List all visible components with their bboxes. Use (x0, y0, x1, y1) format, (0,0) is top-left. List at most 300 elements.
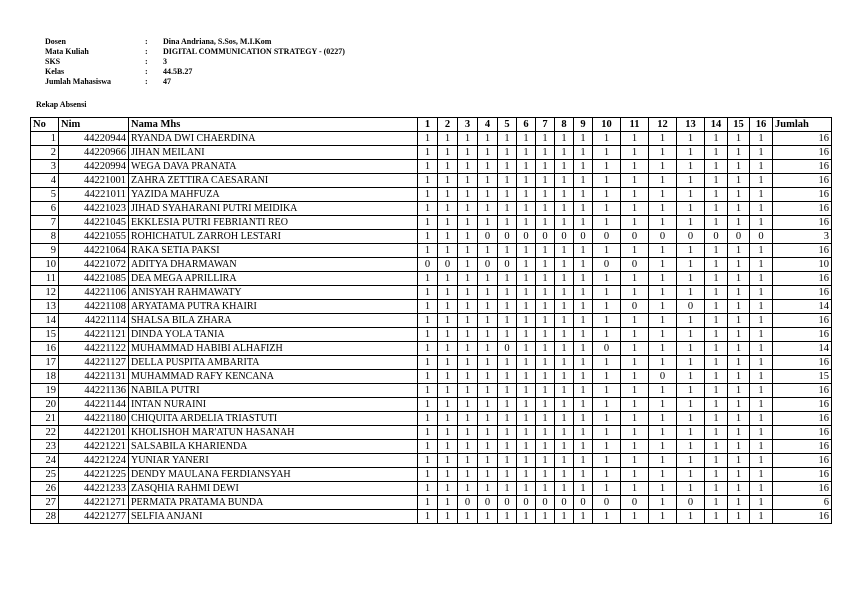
session-attendance: 1 (478, 216, 498, 230)
session-attendance: 1 (555, 510, 574, 524)
session-attendance: 1 (517, 146, 536, 160)
session-attendance: 0 (478, 258, 498, 272)
session-attendance: 1 (478, 342, 498, 356)
session-attendance: 1 (438, 132, 458, 146)
session-attendance: 1 (649, 286, 677, 300)
student-name: YAZIDA MAHFUZA (129, 188, 418, 202)
session-attendance: 1 (458, 188, 478, 202)
session-attendance: 1 (750, 258, 773, 272)
session-attendance: 1 (574, 132, 593, 146)
sks-value: 3 (163, 57, 167, 66)
session-attendance: 1 (574, 384, 593, 398)
session-attendance: 1 (458, 202, 478, 216)
session-attendance: 1 (728, 398, 750, 412)
session-attendance: 0 (498, 496, 517, 510)
attendance-total: 16 (773, 244, 832, 258)
session-attendance: 1 (621, 174, 649, 188)
column-header: 16 (750, 118, 773, 132)
session-attendance: 1 (750, 174, 773, 188)
session-attendance: 1 (498, 188, 517, 202)
session-attendance: 1 (418, 174, 438, 188)
column-header: Nim (59, 118, 129, 132)
session-attendance: 1 (750, 384, 773, 398)
session-attendance: 1 (705, 160, 728, 174)
session-attendance: 1 (621, 314, 649, 328)
student-name: ARYATAMA PUTRA KHAIRI (129, 300, 418, 314)
session-attendance: 1 (498, 328, 517, 342)
session-attendance: 1 (649, 132, 677, 146)
student-nim: 44221233 (59, 482, 129, 496)
session-attendance: 1 (593, 272, 621, 286)
session-attendance: 1 (458, 146, 478, 160)
session-attendance: 1 (478, 300, 498, 314)
session-attendance: 1 (498, 454, 517, 468)
session-attendance: 1 (438, 440, 458, 454)
attendance-total: 16 (773, 440, 832, 454)
session-attendance: 1 (728, 468, 750, 482)
session-attendance: 1 (574, 174, 593, 188)
session-attendance: 1 (649, 202, 677, 216)
session-attendance: 1 (517, 202, 536, 216)
attendance-total: 3 (773, 230, 832, 244)
column-header: 13 (677, 118, 705, 132)
session-attendance: 1 (555, 160, 574, 174)
session-attendance: 1 (458, 482, 478, 496)
attendance-total: 16 (773, 272, 832, 286)
student-name: ZAHRA ZETTIRA CAESARANI (129, 174, 418, 188)
session-attendance: 1 (458, 370, 478, 384)
session-attendance: 1 (438, 202, 458, 216)
session-attendance: 1 (418, 398, 438, 412)
attendance-total: 16 (773, 286, 832, 300)
session-attendance: 1 (750, 328, 773, 342)
session-attendance: 1 (750, 244, 773, 258)
row-number: 24 (31, 454, 59, 468)
session-attendance: 1 (649, 244, 677, 258)
session-attendance: 1 (418, 300, 438, 314)
session-attendance: 1 (418, 272, 438, 286)
session-attendance: 1 (418, 132, 438, 146)
session-attendance: 1 (478, 160, 498, 174)
session-attendance: 1 (458, 244, 478, 258)
column-header: 5 (498, 118, 517, 132)
session-attendance: 1 (438, 454, 458, 468)
attendance-total: 16 (773, 160, 832, 174)
session-attendance: 1 (458, 230, 478, 244)
session-attendance: 1 (498, 468, 517, 482)
session-attendance: 1 (517, 188, 536, 202)
session-attendance: 1 (728, 496, 750, 510)
session-attendance: 1 (593, 412, 621, 426)
student-name: SALSABILA KHARIENDA (129, 440, 418, 454)
session-attendance: 1 (728, 146, 750, 160)
session-attendance: 1 (517, 342, 536, 356)
session-attendance: 0 (478, 230, 498, 244)
table-row (31, 328, 832, 342)
student-nim: 44221201 (59, 426, 129, 440)
session-attendance: 1 (418, 426, 438, 440)
attendance-total: 16 (773, 426, 832, 440)
session-attendance: 1 (649, 146, 677, 160)
session-attendance: 1 (438, 510, 458, 524)
session-attendance: 1 (498, 398, 517, 412)
row-number: 3 (31, 160, 59, 174)
row-number: 23 (31, 440, 59, 454)
session-attendance: 1 (574, 272, 593, 286)
session-attendance: 1 (458, 384, 478, 398)
session-attendance: 1 (649, 160, 677, 174)
session-attendance: 1 (555, 300, 574, 314)
session-attendance: 1 (536, 454, 555, 468)
session-attendance: 1 (517, 328, 536, 342)
session-attendance: 1 (593, 132, 621, 146)
attendance-total: 10 (773, 258, 832, 272)
row-number: 11 (31, 272, 59, 286)
table-row (31, 398, 832, 412)
session-attendance: 1 (458, 300, 478, 314)
session-attendance: 1 (498, 160, 517, 174)
session-attendance: 1 (498, 132, 517, 146)
column-header: 2 (438, 118, 458, 132)
attendance-total: 16 (773, 188, 832, 202)
session-attendance: 1 (438, 398, 458, 412)
session-attendance: 1 (574, 328, 593, 342)
session-attendance: 1 (458, 160, 478, 174)
session-attendance: 1 (750, 202, 773, 216)
session-attendance: 1 (536, 342, 555, 356)
session-attendance: 1 (649, 468, 677, 482)
session-attendance: 1 (478, 174, 498, 188)
table-row (31, 188, 832, 202)
column-header: 15 (728, 118, 750, 132)
session-attendance: 1 (555, 146, 574, 160)
session-attendance: 1 (621, 146, 649, 160)
session-attendance: 1 (593, 216, 621, 230)
table-row (31, 370, 832, 384)
session-attendance: 1 (498, 146, 517, 160)
session-attendance: 1 (593, 454, 621, 468)
session-attendance: 1 (555, 482, 574, 496)
column-header: 1 (418, 118, 438, 132)
session-attendance: 1 (593, 160, 621, 174)
session-attendance: 1 (555, 202, 574, 216)
session-attendance: 1 (574, 188, 593, 202)
session-attendance: 1 (593, 370, 621, 384)
session-attendance: 1 (517, 258, 536, 272)
session-attendance: 1 (555, 244, 574, 258)
row-number: 19 (31, 384, 59, 398)
session-attendance: 1 (621, 160, 649, 174)
session-attendance: 1 (458, 328, 478, 342)
attendance-total: 14 (773, 342, 832, 356)
session-attendance: 1 (555, 412, 574, 426)
session-attendance: 1 (517, 370, 536, 384)
student-name: DENDY MAULANA FERDIANSYAH (129, 468, 418, 482)
session-attendance: 1 (750, 398, 773, 412)
session-attendance: 1 (498, 426, 517, 440)
session-attendance: 1 (536, 258, 555, 272)
session-attendance: 1 (593, 286, 621, 300)
session-attendance: 1 (621, 356, 649, 370)
attendance-total: 16 (773, 510, 832, 524)
session-attendance: 1 (536, 510, 555, 524)
student-name: RYANDA DWI CHAERDINA (129, 132, 418, 146)
session-attendance: 1 (728, 160, 750, 174)
session-attendance: 1 (555, 342, 574, 356)
row-number: 20 (31, 398, 59, 412)
session-attendance: 1 (593, 482, 621, 496)
session-attendance: 1 (728, 328, 750, 342)
session-attendance: 1 (677, 160, 705, 174)
session-attendance: 1 (418, 314, 438, 328)
session-attendance: 1 (705, 440, 728, 454)
session-attendance: 1 (555, 468, 574, 482)
session-attendance: 1 (649, 426, 677, 440)
attendance-total: 16 (773, 216, 832, 230)
session-attendance: 1 (574, 258, 593, 272)
session-attendance: 0 (750, 230, 773, 244)
session-attendance: 1 (478, 426, 498, 440)
table-row (31, 356, 832, 370)
session-attendance: 1 (649, 328, 677, 342)
session-attendance: 1 (574, 468, 593, 482)
session-attendance: 1 (555, 188, 574, 202)
row-number: 18 (31, 370, 59, 384)
student-nim: 44221045 (59, 216, 129, 230)
session-attendance: 1 (458, 174, 478, 188)
session-attendance: 1 (728, 244, 750, 258)
session-attendance: 1 (705, 244, 728, 258)
student-name: DINDA YOLA TANIA (129, 328, 418, 342)
session-attendance: 1 (728, 300, 750, 314)
student-name: ROHICHATUL ZARROH LESTARI (129, 230, 418, 244)
column-header: No (31, 118, 59, 132)
session-attendance: 1 (750, 356, 773, 370)
student-nim: 44221023 (59, 202, 129, 216)
session-attendance: 1 (677, 146, 705, 160)
session-attendance: 1 (705, 314, 728, 328)
row-number: 5 (31, 188, 59, 202)
session-attendance: 1 (649, 510, 677, 524)
student-nim: 44221114 (59, 314, 129, 328)
session-attendance: 1 (458, 342, 478, 356)
session-attendance: 1 (677, 188, 705, 202)
attendance-total: 16 (773, 146, 832, 160)
session-attendance: 1 (478, 468, 498, 482)
session-attendance: 1 (478, 510, 498, 524)
session-attendance: 0 (478, 496, 498, 510)
table-body (31, 132, 832, 524)
session-attendance: 1 (536, 202, 555, 216)
session-attendance: 1 (555, 328, 574, 342)
session-attendance: 1 (478, 482, 498, 496)
student-name: SHALSA BILA ZHARA (129, 314, 418, 328)
session-attendance: 1 (728, 384, 750, 398)
row-number: 6 (31, 202, 59, 216)
session-attendance: 1 (536, 384, 555, 398)
session-attendance: 0 (677, 230, 705, 244)
session-attendance: 1 (728, 314, 750, 328)
attendance-total: 16 (773, 202, 832, 216)
session-attendance: 1 (498, 314, 517, 328)
table-row (31, 272, 832, 286)
session-attendance: 1 (438, 314, 458, 328)
session-attendance: 1 (593, 468, 621, 482)
session-attendance: 1 (498, 286, 517, 300)
session-attendance: 1 (418, 146, 438, 160)
session-attendance: 1 (677, 244, 705, 258)
session-attendance: 1 (728, 426, 750, 440)
session-attendance: 1 (574, 244, 593, 258)
session-attendance: 1 (750, 370, 773, 384)
session-attendance: 1 (458, 468, 478, 482)
session-attendance: 1 (593, 300, 621, 314)
session-attendance: 1 (438, 230, 458, 244)
session-attendance: 1 (705, 300, 728, 314)
student-nim: 44221180 (59, 412, 129, 426)
session-attendance: 0 (649, 370, 677, 384)
row-number: 21 (31, 412, 59, 426)
student-name: JIHAD SYAHARANI PUTRI MEIDIKA (129, 202, 418, 216)
row-number: 13 (31, 300, 59, 314)
session-attendance: 1 (536, 216, 555, 230)
session-attendance: 1 (517, 160, 536, 174)
session-attendance: 0 (418, 258, 438, 272)
session-attendance: 1 (750, 216, 773, 230)
session-attendance: 1 (498, 244, 517, 258)
student-name: INTAN NURAINI (129, 398, 418, 412)
session-attendance: 1 (574, 510, 593, 524)
column-header: 14 (705, 118, 728, 132)
session-attendance: 1 (705, 356, 728, 370)
session-attendance: 1 (498, 174, 517, 188)
session-attendance: 1 (750, 314, 773, 328)
session-attendance: 1 (478, 146, 498, 160)
session-attendance: 1 (750, 454, 773, 468)
session-attendance: 1 (536, 244, 555, 258)
session-attendance: 1 (705, 328, 728, 342)
session-attendance: 1 (677, 314, 705, 328)
student-name: RAKA SETIA PAKSI (129, 244, 418, 258)
jumlah-mahasiswa-label: Jumlah Mahasiswa (45, 77, 112, 86)
session-attendance: 1 (705, 272, 728, 286)
kelas-value: 44.5B.27 (163, 67, 193, 76)
session-attendance: 1 (498, 510, 517, 524)
student-name: ADITYA DHARMAWAN (129, 258, 418, 272)
column-header: 4 (478, 118, 498, 132)
session-attendance: 1 (478, 398, 498, 412)
session-attendance: 1 (677, 370, 705, 384)
session-attendance: 1 (498, 202, 517, 216)
session-attendance: 1 (649, 398, 677, 412)
session-attendance: 1 (555, 216, 574, 230)
session-attendance: 1 (593, 314, 621, 328)
mata-kuliah-row (45, 47, 345, 57)
session-attendance: 1 (517, 398, 536, 412)
session-attendance: 1 (418, 412, 438, 426)
session-attendance: 1 (621, 412, 649, 426)
jumlah-mahasiswa-row (45, 77, 345, 87)
session-attendance: 1 (517, 482, 536, 496)
session-attendance: 1 (498, 370, 517, 384)
student-name: DELLA PUSPITA AMBARITA (129, 356, 418, 370)
jumlah-mahasiswa-value: 47 (163, 77, 171, 86)
session-attendance: 1 (574, 412, 593, 426)
session-attendance: 1 (438, 328, 458, 342)
table-row (31, 146, 832, 160)
session-attendance: 1 (593, 426, 621, 440)
session-attendance: 1 (621, 398, 649, 412)
session-attendance: 1 (705, 426, 728, 440)
session-attendance: 1 (649, 356, 677, 370)
table-row (31, 300, 832, 314)
session-attendance: 1 (478, 440, 498, 454)
session-attendance: 1 (621, 188, 649, 202)
session-attendance: 1 (438, 370, 458, 384)
session-attendance: 1 (418, 202, 438, 216)
session-attendance: 1 (458, 356, 478, 370)
session-attendance: 1 (418, 384, 438, 398)
session-attendance: 0 (621, 496, 649, 510)
session-attendance: 1 (517, 286, 536, 300)
session-attendance: 1 (621, 328, 649, 342)
row-number: 8 (31, 230, 59, 244)
section-title: Rekap Absensi (36, 100, 87, 109)
session-attendance: 1 (750, 510, 773, 524)
session-attendance: 1 (498, 482, 517, 496)
session-attendance: 1 (458, 412, 478, 426)
session-attendance: 1 (649, 482, 677, 496)
student-nim: 44221108 (59, 300, 129, 314)
session-attendance: 1 (677, 426, 705, 440)
student-name: CHIQUITA ARDELIA TRIASTUTI (129, 412, 418, 426)
session-attendance: 1 (621, 454, 649, 468)
session-attendance: 1 (621, 482, 649, 496)
session-attendance: 1 (705, 496, 728, 510)
session-attendance: 1 (536, 160, 555, 174)
student-nim: 44221225 (59, 468, 129, 482)
session-attendance: 1 (728, 132, 750, 146)
session-attendance: 1 (478, 384, 498, 398)
session-attendance: 1 (536, 272, 555, 286)
session-attendance: 1 (418, 440, 438, 454)
student-name: NABILA PUTRI (129, 384, 418, 398)
session-attendance: 1 (517, 132, 536, 146)
table-row (31, 426, 832, 440)
session-attendance: 1 (649, 454, 677, 468)
column-header: 12 (649, 118, 677, 132)
attendance-total: 14 (773, 300, 832, 314)
session-attendance: 1 (750, 146, 773, 160)
column-header: 3 (458, 118, 478, 132)
session-attendance: 0 (498, 258, 517, 272)
colon: : (145, 77, 148, 86)
session-attendance: 1 (621, 286, 649, 300)
session-attendance: 1 (705, 454, 728, 468)
session-attendance: 1 (649, 314, 677, 328)
session-attendance: 1 (438, 300, 458, 314)
session-attendance: 1 (593, 356, 621, 370)
session-attendance: 1 (438, 412, 458, 426)
session-attendance: 1 (593, 174, 621, 188)
attendance-total: 16 (773, 132, 832, 146)
row-number: 10 (31, 258, 59, 272)
session-attendance: 0 (555, 230, 574, 244)
session-attendance: 0 (574, 496, 593, 510)
session-attendance: 1 (438, 272, 458, 286)
table-row (31, 496, 832, 510)
session-attendance: 1 (677, 412, 705, 426)
